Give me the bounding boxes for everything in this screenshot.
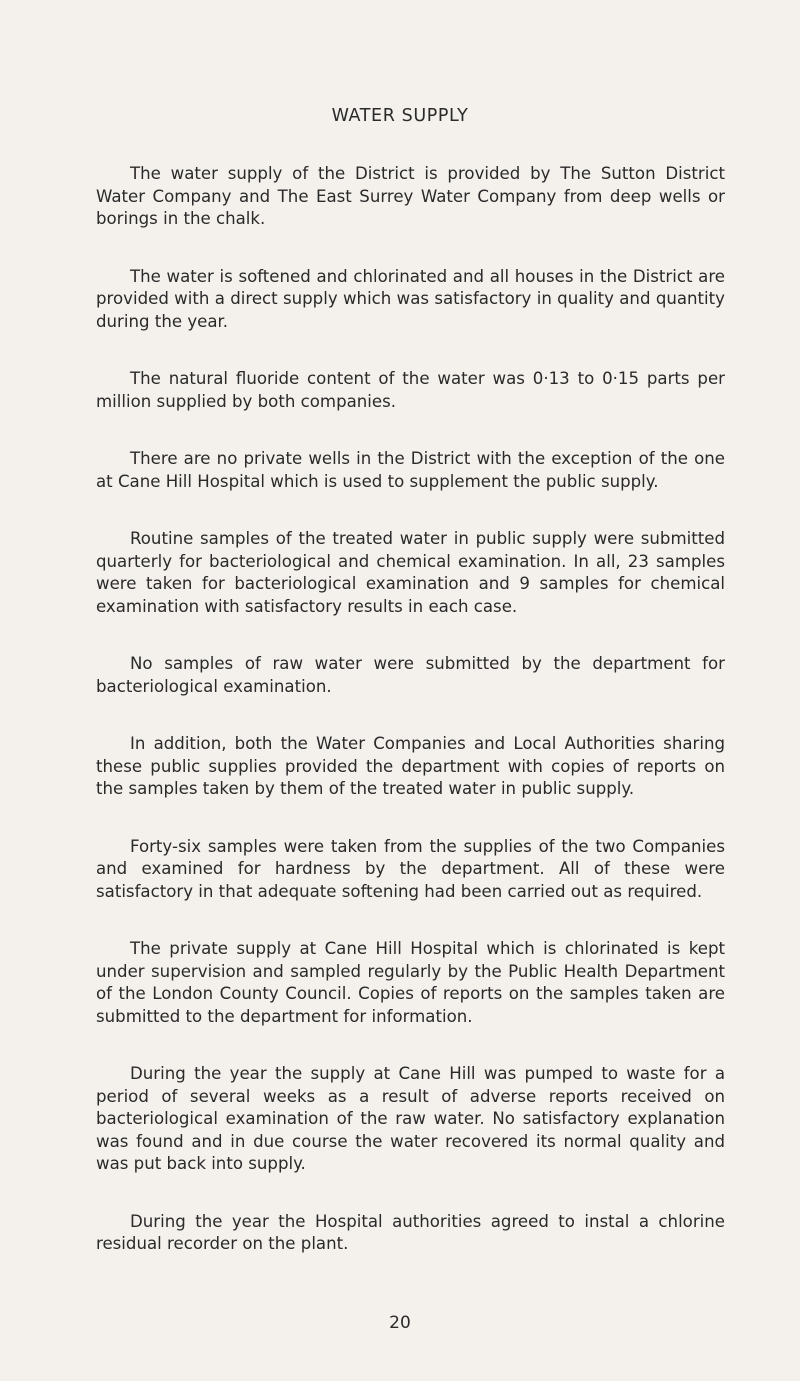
paragraph-company-reports: In addition, both the Water Companies and Local Authorities sharing these public supplies provided the department with copies of reports on the samples taken by them of the treated water in public supply. <box>96 734 725 798</box>
paragraph-cane-hill-private-supply: The private supply at Cane Hill Hospital which is chlorinated is kept under supervision and sampled regularly by the Public Health Department of the London County Council. Copies of reports on the samples taken are submitted to the department for information. <box>96 939 725 1026</box>
paragraph-water-supply-source: The water supply of the District is provided by The Sutton District Water Company and The East Surrey Water Company from deep wells or borings in the chalk. <box>96 164 725 228</box>
paragraph-routine-samples: Routine samples of the treated water in public supply were submitted quarterly for bacteriological and chemical examination. In all, 23 samples were taken for bacteriological examination and 9 samples for chemical examination with satisfactory results in each case. <box>96 529 725 616</box>
paragraph-chlorine-recorder: During the year the Hospital authorities agreed to instal a chlorine residual recorder on the plant. <box>96 1211 725 1253</box>
paragraph-raw-water-samples: No samples of raw water were submitted by the department for bacteriological examination. <box>96 654 725 696</box>
page-number: 20 <box>389 1313 411 1333</box>
paragraph-cane-hill-pumped-to-waste: During the year the supply at Cane Hill was pumped to waste for a period of several weeks as a result of adverse reports received on bacteriological examination of the raw water. No satisfactory explanation was found and in due course the water recovered its normal quality and was put back into supply. <box>96 1064 725 1173</box>
paragraph-softened-chlorinated: The water is softened and chlorinated and all houses in the District are provided with a direct supply which was satisfactory in quality and quantity during the year. <box>96 266 725 331</box>
paragraph-fluoride-content: The natural fluoride content of the water was 0·13 to 0·15 parts per million supplied by both companies. <box>96 369 725 411</box>
paragraph-private-wells: There are no private wells in the District with the exception of the one at Cane Hill Hospital which is used to supplement the public supply. <box>96 449 725 491</box>
paragraph-hardness-samples: Forty-six samples were taken from the supplies of the two Companies and examined for hardness by the department. All of these were satisfactory in that adequate softening had been carried out as required. <box>96 836 725 901</box>
page-title: WATER SUPPLY <box>331 106 469 126</box>
document-body <box>96 163 725 1291</box>
